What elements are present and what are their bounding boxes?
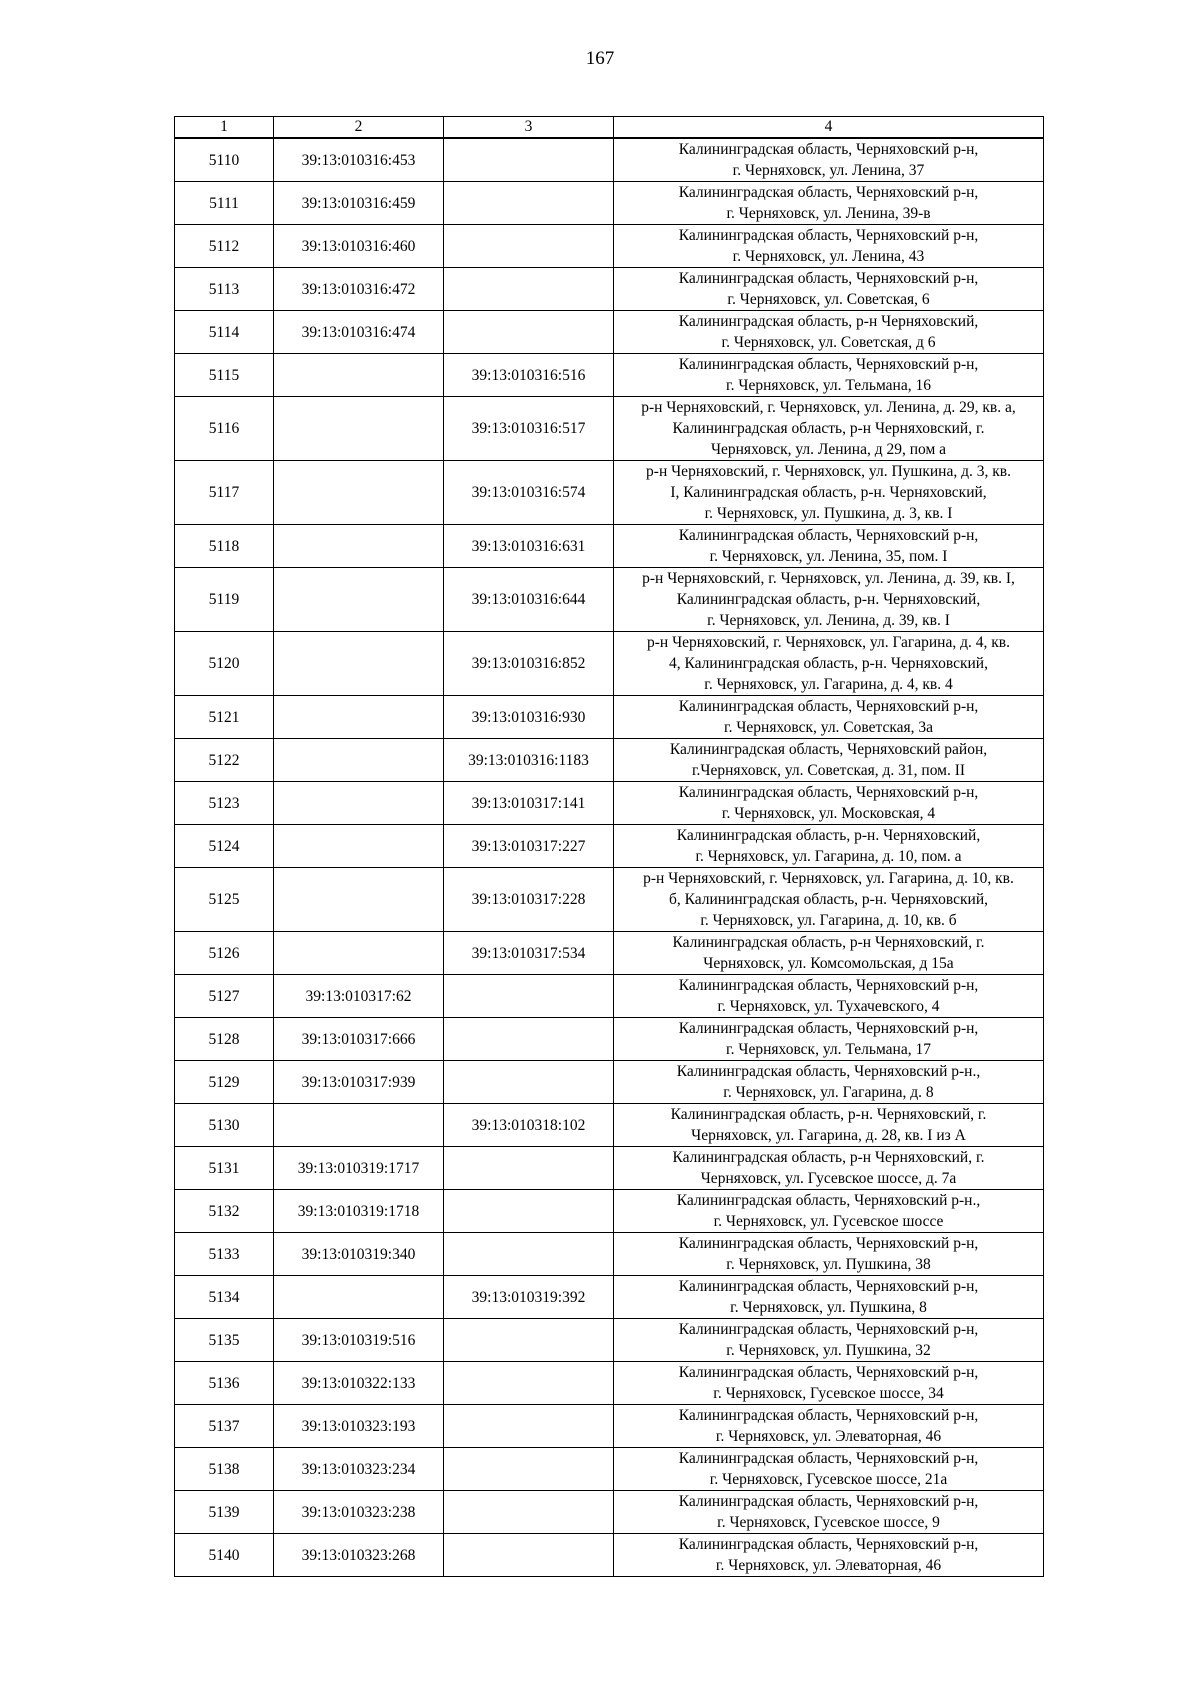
- cadastral-number-col3-cell: 39:13:010317:228: [444, 868, 614, 932]
- cadastral-number-col2-cell: 39:13:010317:62: [274, 975, 444, 1018]
- row-number-cell: 5115: [175, 354, 274, 397]
- address-cell: Калининградская область, Черняховский р-н, г. Черняховск, Гусевское шоссе, 34: [614, 1362, 1044, 1405]
- cadastral-number-col3-cell: [444, 182, 614, 225]
- row-number-cell: 5124: [175, 825, 274, 868]
- table-row: [175, 825, 1044, 868]
- address-cell: Калининградская область, Черняховский р-н, г. Черняховск, ул. Тельмана, 17: [614, 1018, 1044, 1061]
- row-number-cell: 5140: [175, 1534, 274, 1577]
- address-cell: Калининградская область, Черняховский р-н, г. Черняховск, ул. Ленина, 37: [614, 138, 1044, 182]
- address-cell: Калининградская область, Черняховский р-н, г. Черняховск, ул. Ленина, 43: [614, 225, 1044, 268]
- row-number-cell: 5119: [175, 568, 274, 632]
- table-row: [175, 1405, 1044, 1448]
- table-row: [175, 138, 1044, 182]
- table-row: [175, 1061, 1044, 1104]
- cadastral-number-col2-cell: [274, 568, 444, 632]
- cadastral-number-col2-cell: [274, 525, 444, 568]
- cadastral-number-col3-cell: 39:13:010317:534: [444, 932, 614, 975]
- cadastral-number-col3-cell: [444, 1319, 614, 1362]
- registry-table: [174, 116, 1044, 1577]
- cadastral-number-col2-cell: [274, 868, 444, 932]
- cadastral-number-col2-cell: [274, 632, 444, 696]
- cadastral-number-col2-cell: 39:13:010319:340: [274, 1233, 444, 1276]
- address-cell: Калининградская область, Черняховский р-н, г. Черняховск, ул. Пушкина, 38: [614, 1233, 1044, 1276]
- table-row: [175, 354, 1044, 397]
- cadastral-number-col3-cell: [444, 1147, 614, 1190]
- address-cell: Калининградская область, р-н Черняховский, г. Черняховск, ул. Гусевское шоссе, д. 7а: [614, 1147, 1044, 1190]
- cadastral-number-col2-cell: [274, 739, 444, 782]
- row-number-cell: 5121: [175, 696, 274, 739]
- row-number-cell: 5131: [175, 1147, 274, 1190]
- table-row: [175, 397, 1044, 461]
- cadastral-number-col2-cell: [274, 1104, 444, 1147]
- cadastral-number-col2-cell: 39:13:010319:1718: [274, 1190, 444, 1233]
- cadastral-number-col2-cell: [274, 397, 444, 461]
- header-row: [175, 117, 1044, 139]
- row-number-cell: 5112: [175, 225, 274, 268]
- address-cell: Калининградская область, Черняховский р-н, г. Черняховск, ул. Ленина, 35, пом. I: [614, 525, 1044, 568]
- address-cell: Калининградская область, Черняховский р-н, г. Черняховск, ул. Тельмана, 16: [614, 354, 1044, 397]
- table-row: [175, 1190, 1044, 1233]
- cadastral-number-col3-cell: [444, 1233, 614, 1276]
- cadastral-number-col3-cell: 39:13:010316:631: [444, 525, 614, 568]
- page-number: 167: [585, 48, 615, 69]
- column-header-1: 1: [175, 117, 274, 139]
- cadastral-number-col3-cell: [444, 1362, 614, 1405]
- table-row: [175, 739, 1044, 782]
- cadastral-number-col3-cell: [444, 311, 614, 354]
- cadastral-number-col3-cell: [444, 225, 614, 268]
- table-row: [175, 696, 1044, 739]
- address-cell: Калининградская область, р-н Черняховский, г. Черняховск, ул. Комсомольская, д 15а: [614, 932, 1044, 975]
- table-row: [175, 868, 1044, 932]
- row-number-cell: 5137: [175, 1405, 274, 1448]
- row-number-cell: 5113: [175, 268, 274, 311]
- table-row: [175, 1104, 1044, 1147]
- address-cell: Калининградская область, Черняховский р-н, г. Черняховск, ул. Советская, 3а: [614, 696, 1044, 739]
- cadastral-number-col2-cell: [274, 696, 444, 739]
- table-row: [175, 975, 1044, 1018]
- cadastral-number-col2-cell: [274, 782, 444, 825]
- cadastral-number-col3-cell: [444, 1018, 614, 1061]
- cadastral-number-col3-cell: [444, 1448, 614, 1491]
- table-row: [175, 1018, 1044, 1061]
- row-number-cell: 5139: [175, 1491, 274, 1534]
- address-cell: Калининградская область, Черняховский р-н, г. Черняховск, ул. Ленина, 39-в: [614, 182, 1044, 225]
- cadastral-number-col2-cell: 39:13:010317:666: [274, 1018, 444, 1061]
- table-row: [175, 1448, 1044, 1491]
- address-cell: Калининградская область, Черняховский р-н, г. Черняховск, Гусевское шоссе, 9: [614, 1491, 1044, 1534]
- row-number-cell: 5123: [175, 782, 274, 825]
- cadastral-number-col3-cell: [444, 1061, 614, 1104]
- row-number-cell: 5132: [175, 1190, 274, 1233]
- cadastral-number-col3-cell: [444, 268, 614, 311]
- address-cell: Калининградская область, Черняховский р-н, г. Черняховск, ул. Советская, 6: [614, 268, 1044, 311]
- address-cell: Калининградская область, Черняховский р-н., г. Черняховск, ул. Гусевское шоссе: [614, 1190, 1044, 1233]
- cadastral-number-col2-cell: [274, 461, 444, 525]
- table-row: [175, 1319, 1044, 1362]
- table-row: [175, 461, 1044, 525]
- cadastral-number-col3-cell: [444, 1190, 614, 1233]
- address-cell: р-н Черняховский, г. Черняховск, ул. Ленина, д. 39, кв. I, Калининградская область, р-н. Черняховский, г. Черняховск, ул. Ленина, д. 39, кв. I: [614, 568, 1044, 632]
- table-row: [175, 782, 1044, 825]
- cadastral-number-col3-cell: [444, 1491, 614, 1534]
- cadastral-number-col3-cell: 39:13:010317:141: [444, 782, 614, 825]
- cadastral-number-col2-cell: 39:13:010316:453: [274, 138, 444, 182]
- cadastral-number-col2-cell: 39:13:010319:516: [274, 1319, 444, 1362]
- cadastral-number-col3-cell: [444, 975, 614, 1018]
- row-number-cell: 5111: [175, 182, 274, 225]
- cadastral-number-col2-cell: 39:13:010316:460: [274, 225, 444, 268]
- address-cell: Калининградская область, Черняховский р-н, г. Черняховск, ул. Тухачевского, 4: [614, 975, 1044, 1018]
- table-row: [175, 568, 1044, 632]
- address-cell: Калининградская область, р-н Черняховский, г. Черняховск, ул. Советская, д 6: [614, 311, 1044, 354]
- address-cell: Калининградская область, Черняховский р-н, г. Черняховск, ул. Элеваторная, 46: [614, 1405, 1044, 1448]
- address-cell: р-н Черняховский, г. Черняховск, ул. Пушкина, д. 3, кв. I, Калининградская область, р-н. Черняховский, г. Черняховск, ул. Пушкина, д. 3, кв. I: [614, 461, 1044, 525]
- cadastral-number-col2-cell: 39:13:010316:472: [274, 268, 444, 311]
- column-header-3: 3: [444, 117, 614, 139]
- table-row: [175, 225, 1044, 268]
- address-cell: Калининградская область, р-н. Черняховский, г. Черняховск, ул. Гагарина, д. 28, кв. I из А: [614, 1104, 1044, 1147]
- table-row: [175, 1491, 1044, 1534]
- row-number-cell: 5110: [175, 138, 274, 182]
- row-number-cell: 5117: [175, 461, 274, 525]
- cadastral-number-col2-cell: 39:13:010323:193: [274, 1405, 444, 1448]
- cadastral-number-col3-cell: 39:13:010316:644: [444, 568, 614, 632]
- cadastral-number-col3-cell: 39:13:010318:102: [444, 1104, 614, 1147]
- cadastral-number-col3-cell: 39:13:010316:852: [444, 632, 614, 696]
- row-number-cell: 5129: [175, 1061, 274, 1104]
- cadastral-number-col3-cell: 39:13:010316:517: [444, 397, 614, 461]
- address-cell: Калининградская область, Черняховский р-н, г. Черняховск, ул. Московская, 4: [614, 782, 1044, 825]
- cadastral-number-col2-cell: [274, 825, 444, 868]
- cadastral-number-col2-cell: 39:13:010316:459: [274, 182, 444, 225]
- cadastral-number-col2-cell: 39:13:010317:939: [274, 1061, 444, 1104]
- address-cell: р-н Черняховский, г. Черняховск, ул. Ленина, д. 29, кв. а, Калининградская область, р-н Черняховский, г. Черняховск, ул. Ленина, д 29, пом а: [614, 397, 1044, 461]
- cadastral-number-col3-cell: [444, 1405, 614, 1448]
- table-row: [175, 525, 1044, 568]
- cadastral-number-col3-cell: [444, 1534, 614, 1577]
- cadastral-number-col3-cell: 39:13:010316:1183: [444, 739, 614, 782]
- address-cell: Калининградская область, Черняховский р-н., г. Черняховск, ул. Гагарина, д. 8: [614, 1061, 1044, 1104]
- table-row: [175, 1147, 1044, 1190]
- row-number-cell: 5114: [175, 311, 274, 354]
- table-row: [175, 1276, 1044, 1319]
- cadastral-number-col3-cell: 39:13:010319:392: [444, 1276, 614, 1319]
- row-number-cell: 5138: [175, 1448, 274, 1491]
- row-number-cell: 5134: [175, 1276, 274, 1319]
- address-cell: Калининградская область, Черняховский р-н, г. Черняховск, Гусевское шоссе, 21а: [614, 1448, 1044, 1491]
- table-body: [175, 138, 1044, 1577]
- row-number-cell: 5128: [175, 1018, 274, 1061]
- cadastral-number-col3-cell: [444, 138, 614, 182]
- table-row: [175, 1534, 1044, 1577]
- row-number-cell: 5116: [175, 397, 274, 461]
- row-number-cell: 5135: [175, 1319, 274, 1362]
- table-row: [175, 1362, 1044, 1405]
- column-header-4: 4: [614, 117, 1044, 139]
- column-header-2: 2: [274, 117, 444, 139]
- cadastral-number-col2-cell: 39:13:010316:474: [274, 311, 444, 354]
- cadastral-number-col2-cell: 39:13:010322:133: [274, 1362, 444, 1405]
- row-number-cell: 5127: [175, 975, 274, 1018]
- address-cell: Калининградская область, Черняховский р-н, г. Черняховск, ул. Пушкина, 32: [614, 1319, 1044, 1362]
- address-cell: Калининградская область, Черняховский р-н, г. Черняховск, ул. Пушкина, 8: [614, 1276, 1044, 1319]
- row-number-cell: 5125: [175, 868, 274, 932]
- row-number-cell: 5136: [175, 1362, 274, 1405]
- address-cell: Калининградская область, Черняховский район, г.Черняховск, ул. Советская, д. 31, пом. II: [614, 739, 1044, 782]
- cadastral-number-col2-cell: [274, 932, 444, 975]
- address-cell: р-н Черняховский, г. Черняховск, ул. Гагарина, д. 10, кв. б, Калининградская область, р-н. Черняховский, г. Черняховск, ул. Гагарина, д. 10, кв. б: [614, 868, 1044, 932]
- table-row: [175, 268, 1044, 311]
- table-row: [175, 632, 1044, 696]
- table-row: [175, 182, 1044, 225]
- cadastral-number-col3-cell: 39:13:010316:574: [444, 461, 614, 525]
- row-number-cell: 5130: [175, 1104, 274, 1147]
- cadastral-number-col2-cell: 39:13:010323:238: [274, 1491, 444, 1534]
- row-number-cell: 5126: [175, 932, 274, 975]
- cadastral-number-col2-cell: [274, 1276, 444, 1319]
- address-cell: р-н Черняховский, г. Черняховск, ул. Гагарина, д. 4, кв. 4, Калининградская область, р-н. Черняховский, г. Черняховск, ул. Гагарина, д. 4, кв. 4: [614, 632, 1044, 696]
- address-cell: Калининградская область, Черняховский р-н, г. Черняховск, ул. Элеваторная, 46: [614, 1534, 1044, 1577]
- table-row: [175, 1233, 1044, 1276]
- cadastral-number-col2-cell: [274, 354, 444, 397]
- cadastral-number-col2-cell: 39:13:010319:1717: [274, 1147, 444, 1190]
- address-cell: Калининградская область, р-н. Черняховский, г. Черняховск, ул. Гагарина, д. 10, пом. а: [614, 825, 1044, 868]
- row-number-cell: 5118: [175, 525, 274, 568]
- row-number-cell: 5120: [175, 632, 274, 696]
- table-row: [175, 311, 1044, 354]
- cadastral-number-col2-cell: 39:13:010323:268: [274, 1534, 444, 1577]
- cadastral-number-col3-cell: 39:13:010316:930: [444, 696, 614, 739]
- table-row: [175, 932, 1044, 975]
- row-number-cell: 5133: [175, 1233, 274, 1276]
- cadastral-number-col2-cell: 39:13:010323:234: [274, 1448, 444, 1491]
- cadastral-number-col3-cell: 39:13:010317:227: [444, 825, 614, 868]
- row-number-cell: 5122: [175, 739, 274, 782]
- cadastral-number-col3-cell: 39:13:010316:516: [444, 354, 614, 397]
